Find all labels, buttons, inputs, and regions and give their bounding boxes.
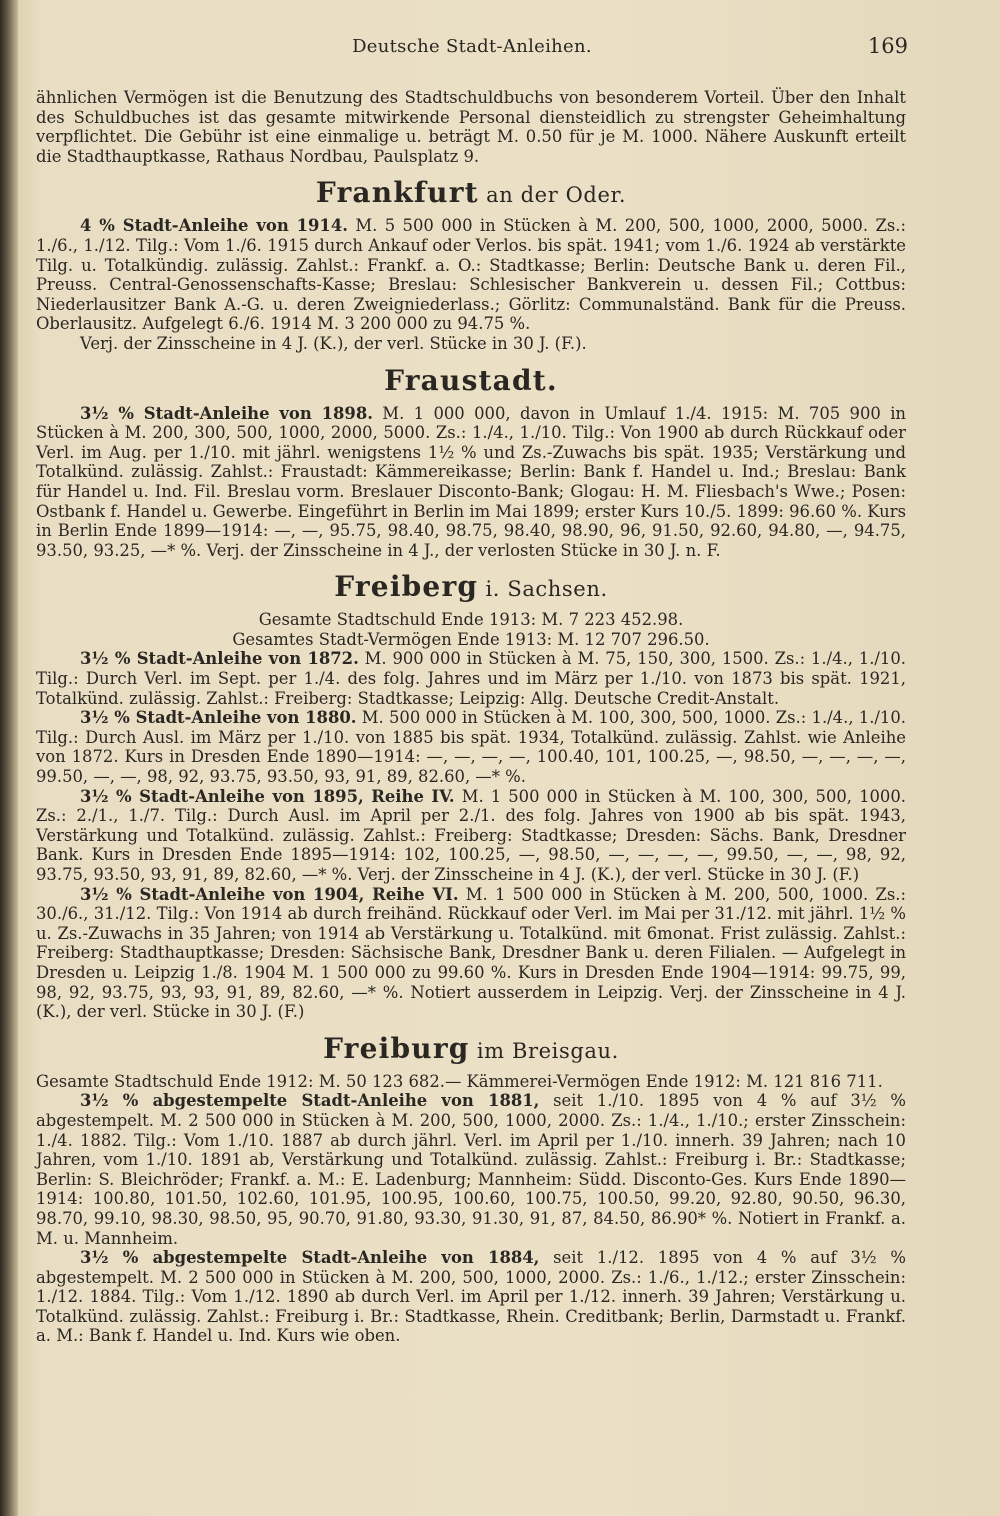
loan-entry <box>36 216 906 334</box>
loan-title: 3½ % abgestempelte Stadt-Anleihe von 1881, <box>80 1091 540 1111</box>
loan-entry <box>36 708 906 786</box>
loan-text: M. 900 000 in Stücken à M. 75, 150, 300, 1500. Zs.: 1./4., 1./10. Tilg.: Durch Verl. im Sept. per 1./4. des folg. Jahres und im März per 1./10. von 1873 bis spät. 1921, Totalkünd. zulässig. Zahlst.: Freiberg: Stadtkasse; Leipzig: Allg. Deutsche Credit-Anstalt. <box>36 649 906 708</box>
page-header <box>36 36 908 66</box>
loan-text: M. 1 500 000 in Stücken à M. 200, 500, 1000. Zs.: 30./6., 31./12. Tilg.: Von 1914 ab durch freihänd. Rückkauf oder Verl. im Mai per 31./12. mit jährl. 1½ % u. Zs.-Zuwachs in 35 Jahren; von 1914 ab Verstärkung u. Totalkünd. mit 6monat. Frist zulässig. Zahlst.: Freiberg: Stadthauptkasse; Dresden: Sächsische Bank, Dresdner Bank u. deren Filialen. — Aufgelegt in Dresden u. Leipzig 1./8. 1904 M. 1 500 000 zu 99.60 %. Kurs in Dresden Ende 1904—1914: 99.75, 99, 98, 92, 93.75, 93, 93, 91, 89, 82.60, —* %. Notiert ausserdem in Leipzig. Verj. der Zinsscheine in 4 J. (K.), der verl. Stücke in 30 J. (F.) <box>36 884 906 1022</box>
city-debt-line: Gesamte Stadtschuld Ende 1913: M. 7 223 452.98. <box>258 610 684 630</box>
loan-text: M. 5 500 000 in Stücken à M. 200, 500, 1000, 2000, 5000. Zs.: 1./6., 1./12. Tilg.: Vom 1./6. 1915 durch Ankauf oder Verlos. bis spät. 1941; vom 1./6. 1924 ab verstärkte Tilg. u. Totalkündig. zulässig. Zahlst.: Frankf. a. O.: Stadtkasse; Berlin: Deutsche Bank u. deren Fil., Preuss. Central-Genossenschafts-Kasse; Breslau: Schlesischer Bankverein u. dessen Fil.; Cottbus: Niederlausitzer Bank A.-G. u. deren Zweigniederlass.; Görlitz: Communalständ. Bank für die Preuss. Oberlausitz. Aufgelegt 6./6. 1914 M. 3 200 000 zu 94.75 %. <box>36 216 906 334</box>
loan-title: 3½ % abgestempelte Stadt-Anleihe von 1884, <box>80 1248 540 1268</box>
loan-title: 3½ % Stadt-Anleihe von 1880. <box>80 708 357 728</box>
loan-verjaehrung: Verj. der Zinsscheine in 4 J. (K.), der verl. Stücke in 30 J. (F.). <box>80 333 587 353</box>
loan-text: seit 1./10. 1895 von 4 % auf 3½ % abgestempelt. M. 2 500 000 in Stücken à M. 200, 500, 1000, 2000. Zs.: 1./4., 1./10.; erster Zinsschein: 1./4. 1882. Tilg.: Vom 1./10. 1887 ab durch jährl. Verl. im April per 1./10. innerh. 39 Jahren; nach 10 Jahren, vom 1./10. 1891 ab, Verstärkung und Totalkünd. zulässig. Zahlst.: Freiburg i. Br.: Stadtkasse; Berlin: S. Bleichröder; Frankf. a. M.: E. Ladenburg; Mannheim: Südd. Disconto-Ges. Kurs Ende 1890—1914: 100.80, 101.50, 102.60, 101.95, 100.95, 100.60, 100.75, 100.50, 99.20, 92.80, 90.50, 96.30, 98.70, 99.10, 98.30, 98.50, 95, 90.70, 91.80, 93.30, 91.30, 91, 87, 84.50, 86.90* %. Notiert in Frankf. a. M. u. Mannheim. <box>36 1091 906 1248</box>
loan-entry <box>36 885 906 1022</box>
city-debt-line: Gesamte Stadtschuld Ende 1912: M. 50 123 682.— Kämmerei-Vermögen Ende 1912: M. 121 816 711. <box>36 1071 883 1091</box>
city-name: Freiberg <box>334 570 479 604</box>
loan-text: seit 1./12. 1895 von 4 % auf 3½ % abgestempelt. M. 2 500 000 in Stücken à M. 200, 500, 1000, 2000. Zs.: 1./6., 1./12.; erster Zinsschein: 1./12. 1884. Tilg.: Vom 1./12. 1890 ab durch Verl. im April per 1./12. innerh. 39 Jahren; Verstärkung u. Totalkünd. zulässig. Zahlst.: Freiburg i. Br.: Stadtkasse, Rhein. Creditbank; Berlin, Darmstadt u. Frankf. a. M.: Bank f. Handel u. Ind. Kurs wie oben. <box>36 1248 906 1346</box>
loan-title: 3½ % Stadt-Anleihe von 1904, Reihe VI. <box>80 884 459 904</box>
loan-title: 3½ % Stadt-Anleihe von 1898. <box>80 403 373 423</box>
loan-text: M. 1 500 000 in Stücken à M. 100, 300, 500, 1000. Zs.: 2./1., 1./7. Tilg.: Durch Ausl. im April per 2./1. des folg. Jahres von 1900 ab bis spät. 1943, Verstärkung und Totalkünd. zulässig. Zahlst.: Freiberg: Stadtkasse; Dresden: Sächs. Bank, Dresdner Bank. Kurs in Dresden Ende 1895—1914: 102, 100.25, —, 98.50, —, —, —, —, 99.50, —, —, 98, 92, 93.75, 93.50, 93, 91, 89, 82.60, —* %. Verj. der Zinsscheine in 4 J. (K.), der verl. Stücke in 30 J. (F.) <box>36 786 906 884</box>
loan-title: 4 % Stadt-Anleihe von 1914. <box>80 216 348 236</box>
city-name: Frankfurt <box>315 176 479 210</box>
loan-title: 3½ % Stadt-Anleihe von 1872. <box>80 649 359 669</box>
loan-text: M. 1 000 000, davon in Umlauf 1./4. 1915: M. 705 900 in Stücken à M. 200, 300, 500, 1000, 2000, 5000. Zs.: 1./4., 1./10. Tilg.: Von 1900 ab durch Rückkauf oder Verl. im Aug. per 1./10. mit jährl. wenigstens 1½ % und Zs.-Zuwachs bis spät. 1935; Verstärkung und Totalkünd. zulässig. Zahlst.: Fraustadt: Kämmereikasse; Berlin: Bank f. Handel u. Ind.; Breslau: Bank für Handel u. Ind. Fil. Breslau vorm. Breslauer Disconto-Bank; Glogau: H. M. Fliesbach's Wwe.; Posen: Ostbank f. Handel u. Gewerbe. Eingeführt in Berlin im Mai 1899; erster Kurs 10./5. 1899: 96.60 %. Kurs in Berlin Ende 1899—1914: —, —, 95.75, 98.40, 98.75, 98.40, 98.90, 96, 91.50, 92.60, 94.80, —, 94.75, 93.50, 93.25, —* %. Verj. der Zinsscheine in 4 J., der verlosten Stücke in 30 J. n. F. <box>36 403 906 560</box>
loan-entry <box>36 1248 906 1346</box>
loan-entry <box>36 787 906 885</box>
loan-entry <box>36 404 906 561</box>
city-heading-frankfurt <box>36 178 906 210</box>
city-heading-freiburg <box>36 1031 906 1066</box>
loan-entry <box>36 649 906 708</box>
city-suffix: im Breisgau. <box>469 1038 619 1063</box>
city-name: Freiburg <box>323 1031 470 1065</box>
loan-text: M. 500 000 in Stücken à M. 100, 300, 500, 1000. Zs.: 1./4., 1./10. Tilg.: Durch Ausl. im März per 1./10. von 1885 bis spät. 1934, Totalkünd. zulässig. Zahlst. wie Anleihe von 1872. Kurs in Dresden Ende 1890—1914: —, —, —, —, 100.40, 101, 100.25, —, 98.50, —, —, —, —, 99.50, —, —, 98, 92, 93.75, 93.50, 93, 91, 89, 82.60, —* %. <box>36 708 907 787</box>
page-number: 169 <box>867 34 908 58</box>
city-name: Fraustadt. <box>384 363 558 397</box>
city-suffix: an der Oder. <box>478 183 627 208</box>
city-heading-freiberg <box>36 572 906 604</box>
running-title: Deutsche Stadt-Anleihen. <box>352 36 592 57</box>
city-assets-line: Gesamtes Stadt-Vermögen Ende 1913: M. 12 707 296.50. <box>232 629 710 649</box>
page-body <box>36 88 906 1346</box>
city-suffix: i. Sachsen. <box>478 577 608 602</box>
intro-paragraph: ähnlichen Vermögen ist die Benutzung des Stadtschuldbuchs von besonderem Vorteil. Über den Inhalt des Schuldbuches ist das gesamte mitwirkende Personal diensteidlich zu strengster Geheimhaltung verpflichtet. Die Gebühr ist eine einmalige u. beträgt M. 0.50 für je M. 1000. Nähere Auskunft erteilt die Stadthauptkasse, Rathaus Nordbau, Paulsplatz 9. <box>36 88 906 166</box>
loan-entry <box>36 1091 906 1248</box>
page-binding-edge <box>0 0 18 1516</box>
loan-title: 3½ % Stadt-Anleihe von 1895, Reihe IV. <box>80 786 455 806</box>
city-heading-fraustadt <box>36 363 906 398</box>
